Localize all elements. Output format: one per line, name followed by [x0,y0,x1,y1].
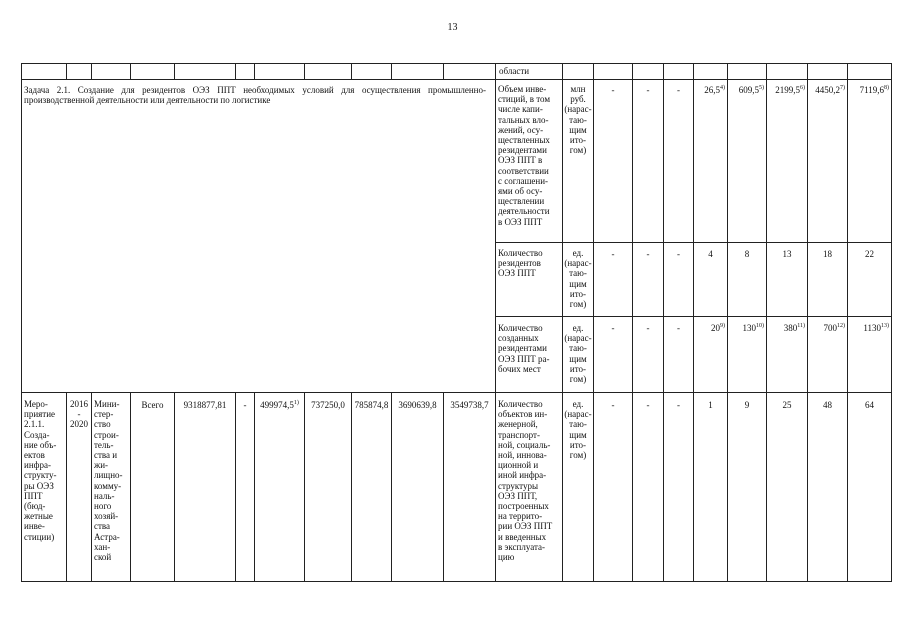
col-line [495,63,496,582]
funding-value: 737250,0 [311,400,345,410]
table-bottom-border [21,581,892,582]
indicator-value: 4 [708,249,713,259]
measure-name: Меро- приятие 2.1.1. Созда- ние объ- ектов инфра- структу- ры ОЭЗ ППТ (бюд- жетные инве- стиции) [24,399,57,542]
measure-executor: Мини- стер- ство строи- тель- ства и жи- лищно- комму- наль- ного хозяй- ства Астра- хан- ской [94,399,123,563]
col-line [235,392,236,582]
indicator-value: 13 [782,249,792,259]
col-line [174,63,175,80]
col-line [66,63,67,80]
funding-value: 499974,5$^{1)}$ [260,400,299,410]
indicator-value: - [677,323,680,333]
col-line [91,392,92,582]
col-line [130,63,131,80]
indicator-value: - [677,249,680,259]
indicator-unit: ед. (нарас- таю- щим ито- гом) [564,399,592,461]
table-right-border [891,63,892,582]
col-line [351,392,352,582]
col-line [391,63,392,80]
indicator-value: 48 [823,400,832,410]
indicator-value: 22 [865,249,874,259]
indicator-value: - [611,249,615,259]
indicator-value: 130$^{10)}$ [742,323,764,333]
funding-value: 3549738,7 [450,400,489,410]
indicator-value: 380$^{11)}$ [783,323,805,333]
col-line [391,392,392,582]
col-line [443,392,444,582]
col-line [174,392,175,582]
indicator-value: 9 [744,400,750,410]
indicator-value: - [646,85,650,95]
col-line [254,63,255,80]
row-line [21,79,892,80]
indicator-name: Количество резидентов ОЭЗ ППТ [498,248,543,279]
table-left-border [21,63,22,582]
indicator-value: - [646,400,650,410]
measure-years: 2016 - 2020 [70,399,88,430]
funding-total: 9318877,81 [183,400,227,410]
col-line [254,392,255,582]
row-line [21,392,892,393]
indicator-value: 25 [782,400,792,410]
col-line [130,392,131,582]
page-number: 13 [447,22,458,33]
table-top-border [21,63,892,64]
indicator-value: 1130$^{13)}$ [863,323,889,333]
funding-source: Всего [141,400,164,410]
task-title: Задача 2.1. Создание для резидентов ОЭЗ ППТ необходимых условий для осуществления промышленно-производственной деятельности или деятельности по логистике [24,85,486,106]
funding-value: - [243,400,247,410]
indicator-value: - [646,323,650,333]
indicator-name: Количество объектов ин- женерной, транспорт- ной, социаль- ной, иннова- ционной и иной инфра- структуры ОЭЗ ППТ, построенных на террито- рии ОЭЗ ППТ и введенных в эксплуата- цию [498,399,553,563]
indicator-unit: ед. (нарас- таю- щим ито- гом) [564,323,592,385]
col-line [304,63,305,80]
col-line [443,63,444,80]
indicator-value: 700$^{12)}$ [823,323,845,333]
indicator-value: 64 [865,400,874,410]
col-line [304,392,305,582]
indicator-value: - [611,400,615,410]
indicator-value: - [611,323,615,333]
table [21,63,892,582]
indicator-name: Количество созданных резидентами ОЭЗ ППТ ра- бочих мест [498,323,550,374]
indicator-value: 1 [708,400,713,410]
indicator-value: - [646,249,650,259]
indicator-value: - [677,85,680,95]
col-line [351,63,352,80]
indicator-value: 20$^{9)}$ [711,323,725,333]
indicator-name: Объем инве- стиций, в том числе капи- тальных вло- жений, осу- ществленных резидентами ОЭЗ ППТ в соответствии с соглашени- ями об осу- ществлении деятельности в ОЭЗ ППТ [498,84,551,227]
indicator-name-cell: области [499,66,530,76]
indicator-value: - [611,85,615,95]
indicator-value: 8 [744,249,750,259]
indicator-unit: млн руб. (нараc- таю- щим ито- гом) [564,84,592,156]
indicator-value: 26,5$^{4)}$ [704,85,725,95]
indicator-value: 7119,6$^{8)}$ [859,85,889,95]
col-line [91,63,92,80]
indicator-value: - [677,400,680,410]
funding-value: 3690639,8 [398,400,437,410]
funding-value: 785874,8 [354,400,389,410]
indicator-value: 4450,2$^{7)}$ [815,85,845,95]
col-line [235,63,236,80]
indicator-value: 609,5$^{5)}$ [738,85,764,95]
indicator-value: 18 [823,249,832,259]
indicator-unit: ед. (нарас- таю- щим ито- гом) [564,248,592,310]
indicator-value: 2199,5$^{6)}$ [775,85,805,95]
